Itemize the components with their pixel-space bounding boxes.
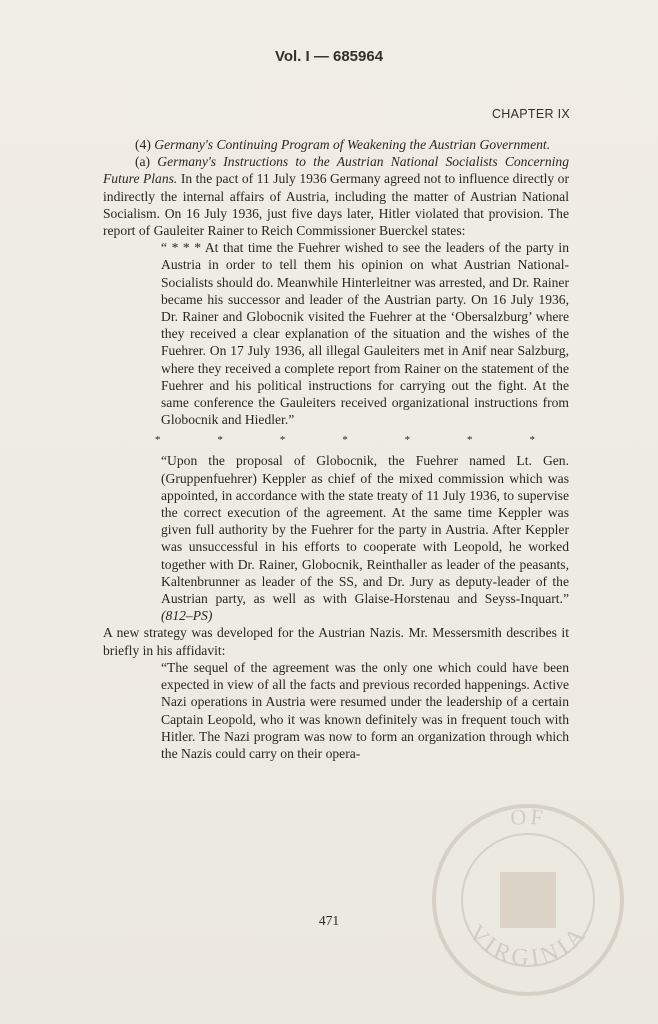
- quote-text: “Upon the proposal of Globocnik, the Fuehrer named Lt. Gen. (Gruppenfuehrer) Keppler as chief of the mixed commission which was appointed, in accordance with the state treaty of 11 July 1936, to supervise the correct execution of the agreement. At the same time Keppler was given full authority by the Fuehrer for the party in Austria. After Keppler was unsuccessful in his efforts to cooperate with Leopold, he worked together with Dr. Rainer, Globocnik, Reinthaller as leader of the peasants, Kaltenbrunner as leader of the SS, and Dr. Jury as deputy-leader of the Austrian party, as well as with Glaise-Horstenau and Seyss-Inquart.”: [161, 453, 569, 607]
- paragraph: [103, 624, 569, 658]
- ellipsis-stars: * * * * * * *: [155, 434, 535, 447]
- block-quote: [161, 239, 569, 428]
- block-quote: [161, 659, 569, 762]
- chapter-heading: CHAPTER IX: [491, 107, 570, 121]
- svg-text:VIRGINIA: VIRGINIA: [463, 920, 593, 972]
- document-body: [103, 136, 569, 762]
- section-title: Germany's Continuing Program of Weakening the Austrian Government.: [154, 137, 551, 152]
- subsection-letter: (a): [135, 154, 151, 170]
- paragraph-text: A new strategy was developed for the Austrian Nazis. Mr. Messersmith describes it briefly in his affidavit:: [103, 625, 569, 658]
- quote-text: “The sequel of the agreement was the only one which could have been expected in view of all the facts and previous recorded happenings. Active Nazi operations in Austria were resumed under the leadership of a certain Captain Leopold, who it was known definitely was in frequent touch with Hitler. The Nazi program was now to form an organization through which the Nazis could carry on their opera-: [161, 659, 569, 761]
- library-seal-stamp: [428, 800, 628, 1000]
- paragraph-text: In the pact of 11 July 1936 Germany agreed not to influence directly or indirectly the internal affairs of Austria, including the matter of Austrian National Socialism. On 16 July 1936, just five days later, Hitler violated that provision. The report of Gauleiter Rainer to Reich Commissioner Buerckel states:: [103, 171, 569, 239]
- quote-text: “ * * * At that time the Fuehrer wished to see the leaders of the party in Austria in order to tell them his opinion on what Austrian National-Socialists should do. Meanwhile Hinterleitner was arrested, and Dr. Rainer became his successor and leader of the Austrian party. On 16 July 1936, Dr. Rainer and Globocnik visited the Fuehrer at the ‘Obersalzburg’ where they received a clear explanation of the situation and the wishes of the Fuehrer. On 17 July 1936, all illegal Gauleiters met in Anif near Salzburg, where they received a complete report from Rainer on the statement of the Fuehrer and his political instructions for carrying out the fight. At the same conference the Gauleiters received organizational instructions from Globocnik and Hiedler.”: [161, 240, 569, 428]
- svg-text:OF: OF: [509, 803, 548, 831]
- section-heading: [103, 136, 569, 153]
- block-quote: [161, 452, 569, 624]
- section-number: (4): [135, 137, 151, 152]
- volume-header: Vol. I — 685964: [274, 48, 384, 65]
- paragraph: [103, 153, 569, 239]
- citation: (812–PS): [161, 608, 213, 624]
- page-number: 471: [318, 913, 340, 928]
- subsection-title: Germany's Instructions to the Austrian National Socialists Concerning Future Plans.: [103, 154, 569, 187]
